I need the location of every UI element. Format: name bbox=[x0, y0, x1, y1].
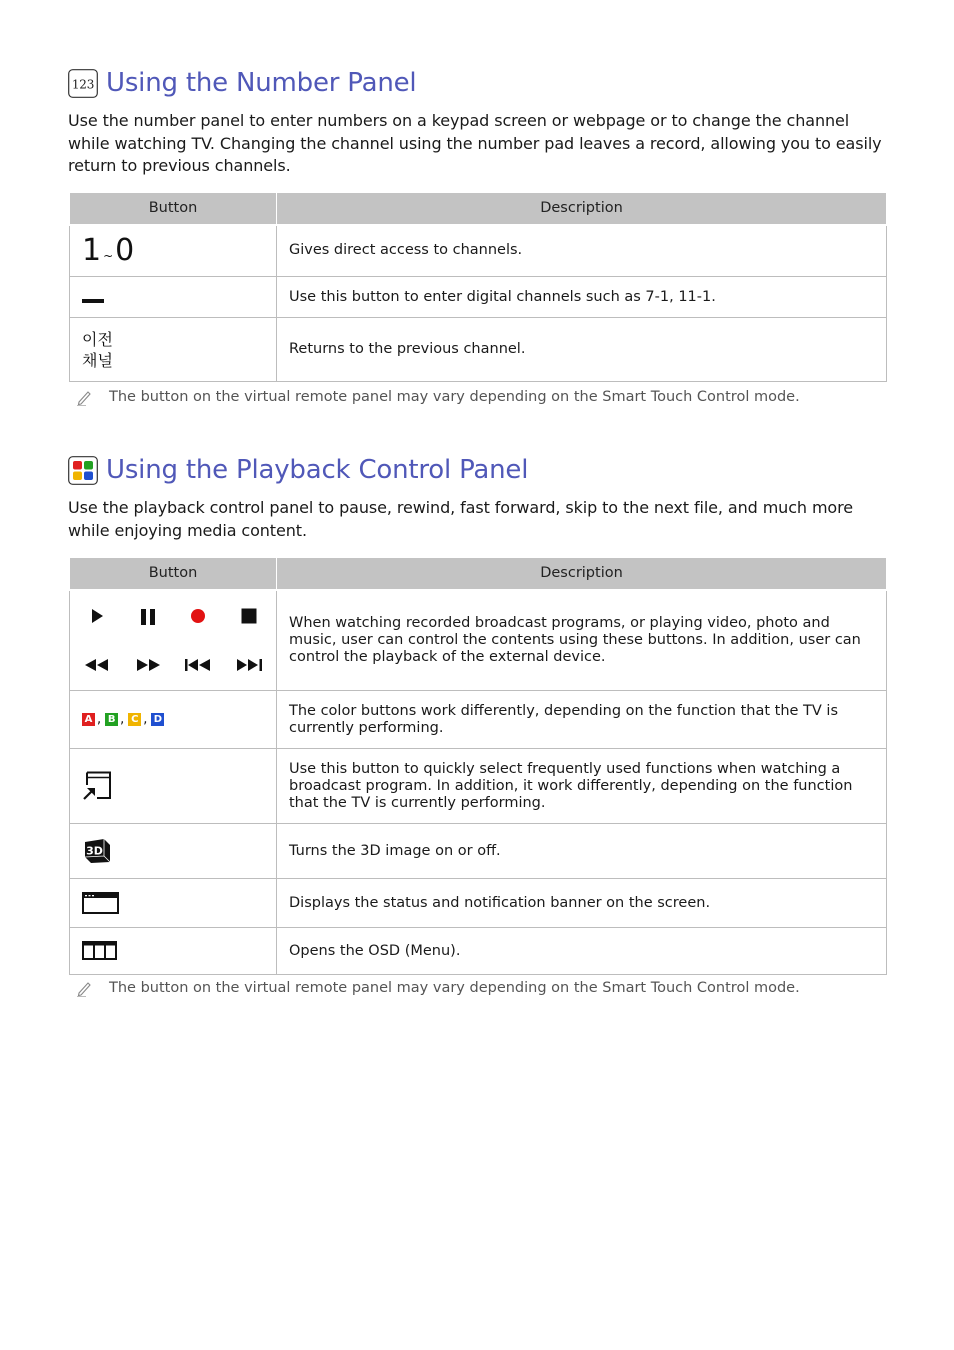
color-keys-icon bbox=[68, 456, 98, 485]
skip-next-icon bbox=[235, 658, 263, 672]
table-row bbox=[70, 277, 887, 318]
previous-channel-icon: 이전 채널 bbox=[82, 329, 113, 370]
page-title: Using the Number Panel bbox=[106, 68, 417, 98]
dash-icon bbox=[82, 297, 106, 305]
button-cell bbox=[70, 225, 277, 277]
color-key-d-icon: D bbox=[151, 713, 164, 726]
svg-text:3D: 3D bbox=[86, 844, 103, 858]
button-cell bbox=[70, 879, 277, 928]
stop-icon bbox=[241, 608, 257, 624]
table-row bbox=[70, 879, 887, 928]
table-header-row bbox=[70, 193, 887, 225]
description-cell: Use this button to enter digital channels such as 7-1, 11-1. bbox=[277, 277, 887, 318]
pencil-icon bbox=[76, 979, 94, 997]
description-cell: The color buttons work differently, depending on the function that the TV is currently performing. bbox=[277, 691, 887, 749]
color-key-a-icon: A bbox=[82, 713, 95, 726]
description-cell: Opens the OSD (Menu). bbox=[277, 928, 887, 975]
table-row bbox=[70, 749, 887, 824]
table-row bbox=[70, 824, 887, 879]
button-cell bbox=[70, 749, 277, 824]
button-cell bbox=[70, 824, 277, 879]
rewind-icon bbox=[84, 658, 110, 672]
pencil-icon bbox=[76, 388, 94, 406]
note-text: The button on the virtual remote panel may vary depending on the Smart Touch Control mode. bbox=[109, 980, 800, 996]
3d-icon bbox=[82, 837, 112, 865]
description-cell: Use this button to quickly select frequently used functions when watching a broadcast program. In addition, it work differently, depending on the function that the TV is currently performing. bbox=[277, 749, 887, 824]
table-header-row bbox=[70, 558, 887, 590]
svg-text:123: 123 bbox=[71, 77, 95, 91]
description-cell: Turns the 3D image on or off. bbox=[277, 824, 887, 879]
number-keys-icon: 1 ~ 0 bbox=[82, 233, 135, 269]
table-row bbox=[70, 691, 887, 749]
playback-panel-table bbox=[69, 557, 887, 975]
pause-icon bbox=[139, 608, 157, 626]
button-cell bbox=[70, 318, 277, 382]
info-icon bbox=[82, 892, 120, 914]
button-cell bbox=[70, 590, 277, 691]
table-row bbox=[70, 318, 887, 382]
button-cell bbox=[70, 928, 277, 975]
section-playback-panel-heading bbox=[68, 455, 528, 485]
color-key-b-icon: B bbox=[105, 713, 118, 726]
record-icon bbox=[190, 608, 206, 624]
description-cell: When watching recorded broadcast programs, or playing video, photo and music, user can control the contents using these buttons. In addition, user can control the playback of the external device. bbox=[277, 590, 887, 691]
description-cell: Displays the status and notification banner on the screen. bbox=[277, 879, 887, 928]
menu-icon bbox=[82, 941, 118, 961]
note bbox=[76, 388, 800, 406]
section-title: Using the Playback Control Panel bbox=[106, 455, 529, 485]
color-keys-group: A , B , C , D bbox=[82, 712, 264, 727]
table-row bbox=[70, 928, 887, 975]
column-header-button: Button bbox=[70, 558, 277, 590]
table-row bbox=[70, 590, 887, 691]
section-intro: Use the number panel to enter numbers on a keypad screen or webpage or to change the channel while watching TV. Changing the channel using the number pad leaves a record, allowing you to easily return to previous channels. bbox=[68, 111, 882, 175]
table-row bbox=[70, 225, 887, 277]
column-header-button: Button bbox=[70, 193, 277, 225]
note-text: The button on the virtual remote panel may vary depending on the Smart Touch Control mode. bbox=[109, 389, 800, 405]
skip-previous-icon bbox=[184, 658, 212, 672]
tools-icon bbox=[82, 771, 112, 801]
play-icon bbox=[89, 608, 105, 624]
color-key-c-icon: C bbox=[128, 713, 141, 726]
column-header-description: Description bbox=[277, 558, 887, 590]
playback-buttons bbox=[72, 602, 274, 678]
description-cell: Gives direct access to channels. bbox=[277, 225, 887, 277]
button-cell bbox=[70, 691, 277, 749]
description-cell: Returns to the previous channel. bbox=[277, 318, 887, 382]
number-panel-table bbox=[69, 192, 887, 382]
number-panel-icon bbox=[68, 69, 98, 98]
section-intro: Use the playback control panel to pause, rewind, fast forward, skip to the next file, and much more while enjoying media content. bbox=[68, 498, 853, 540]
column-header-description: Description bbox=[277, 193, 887, 225]
button-cell bbox=[70, 277, 277, 318]
section-number-panel-heading bbox=[68, 68, 416, 98]
note bbox=[76, 979, 800, 997]
fast-forward-icon bbox=[135, 658, 161, 672]
